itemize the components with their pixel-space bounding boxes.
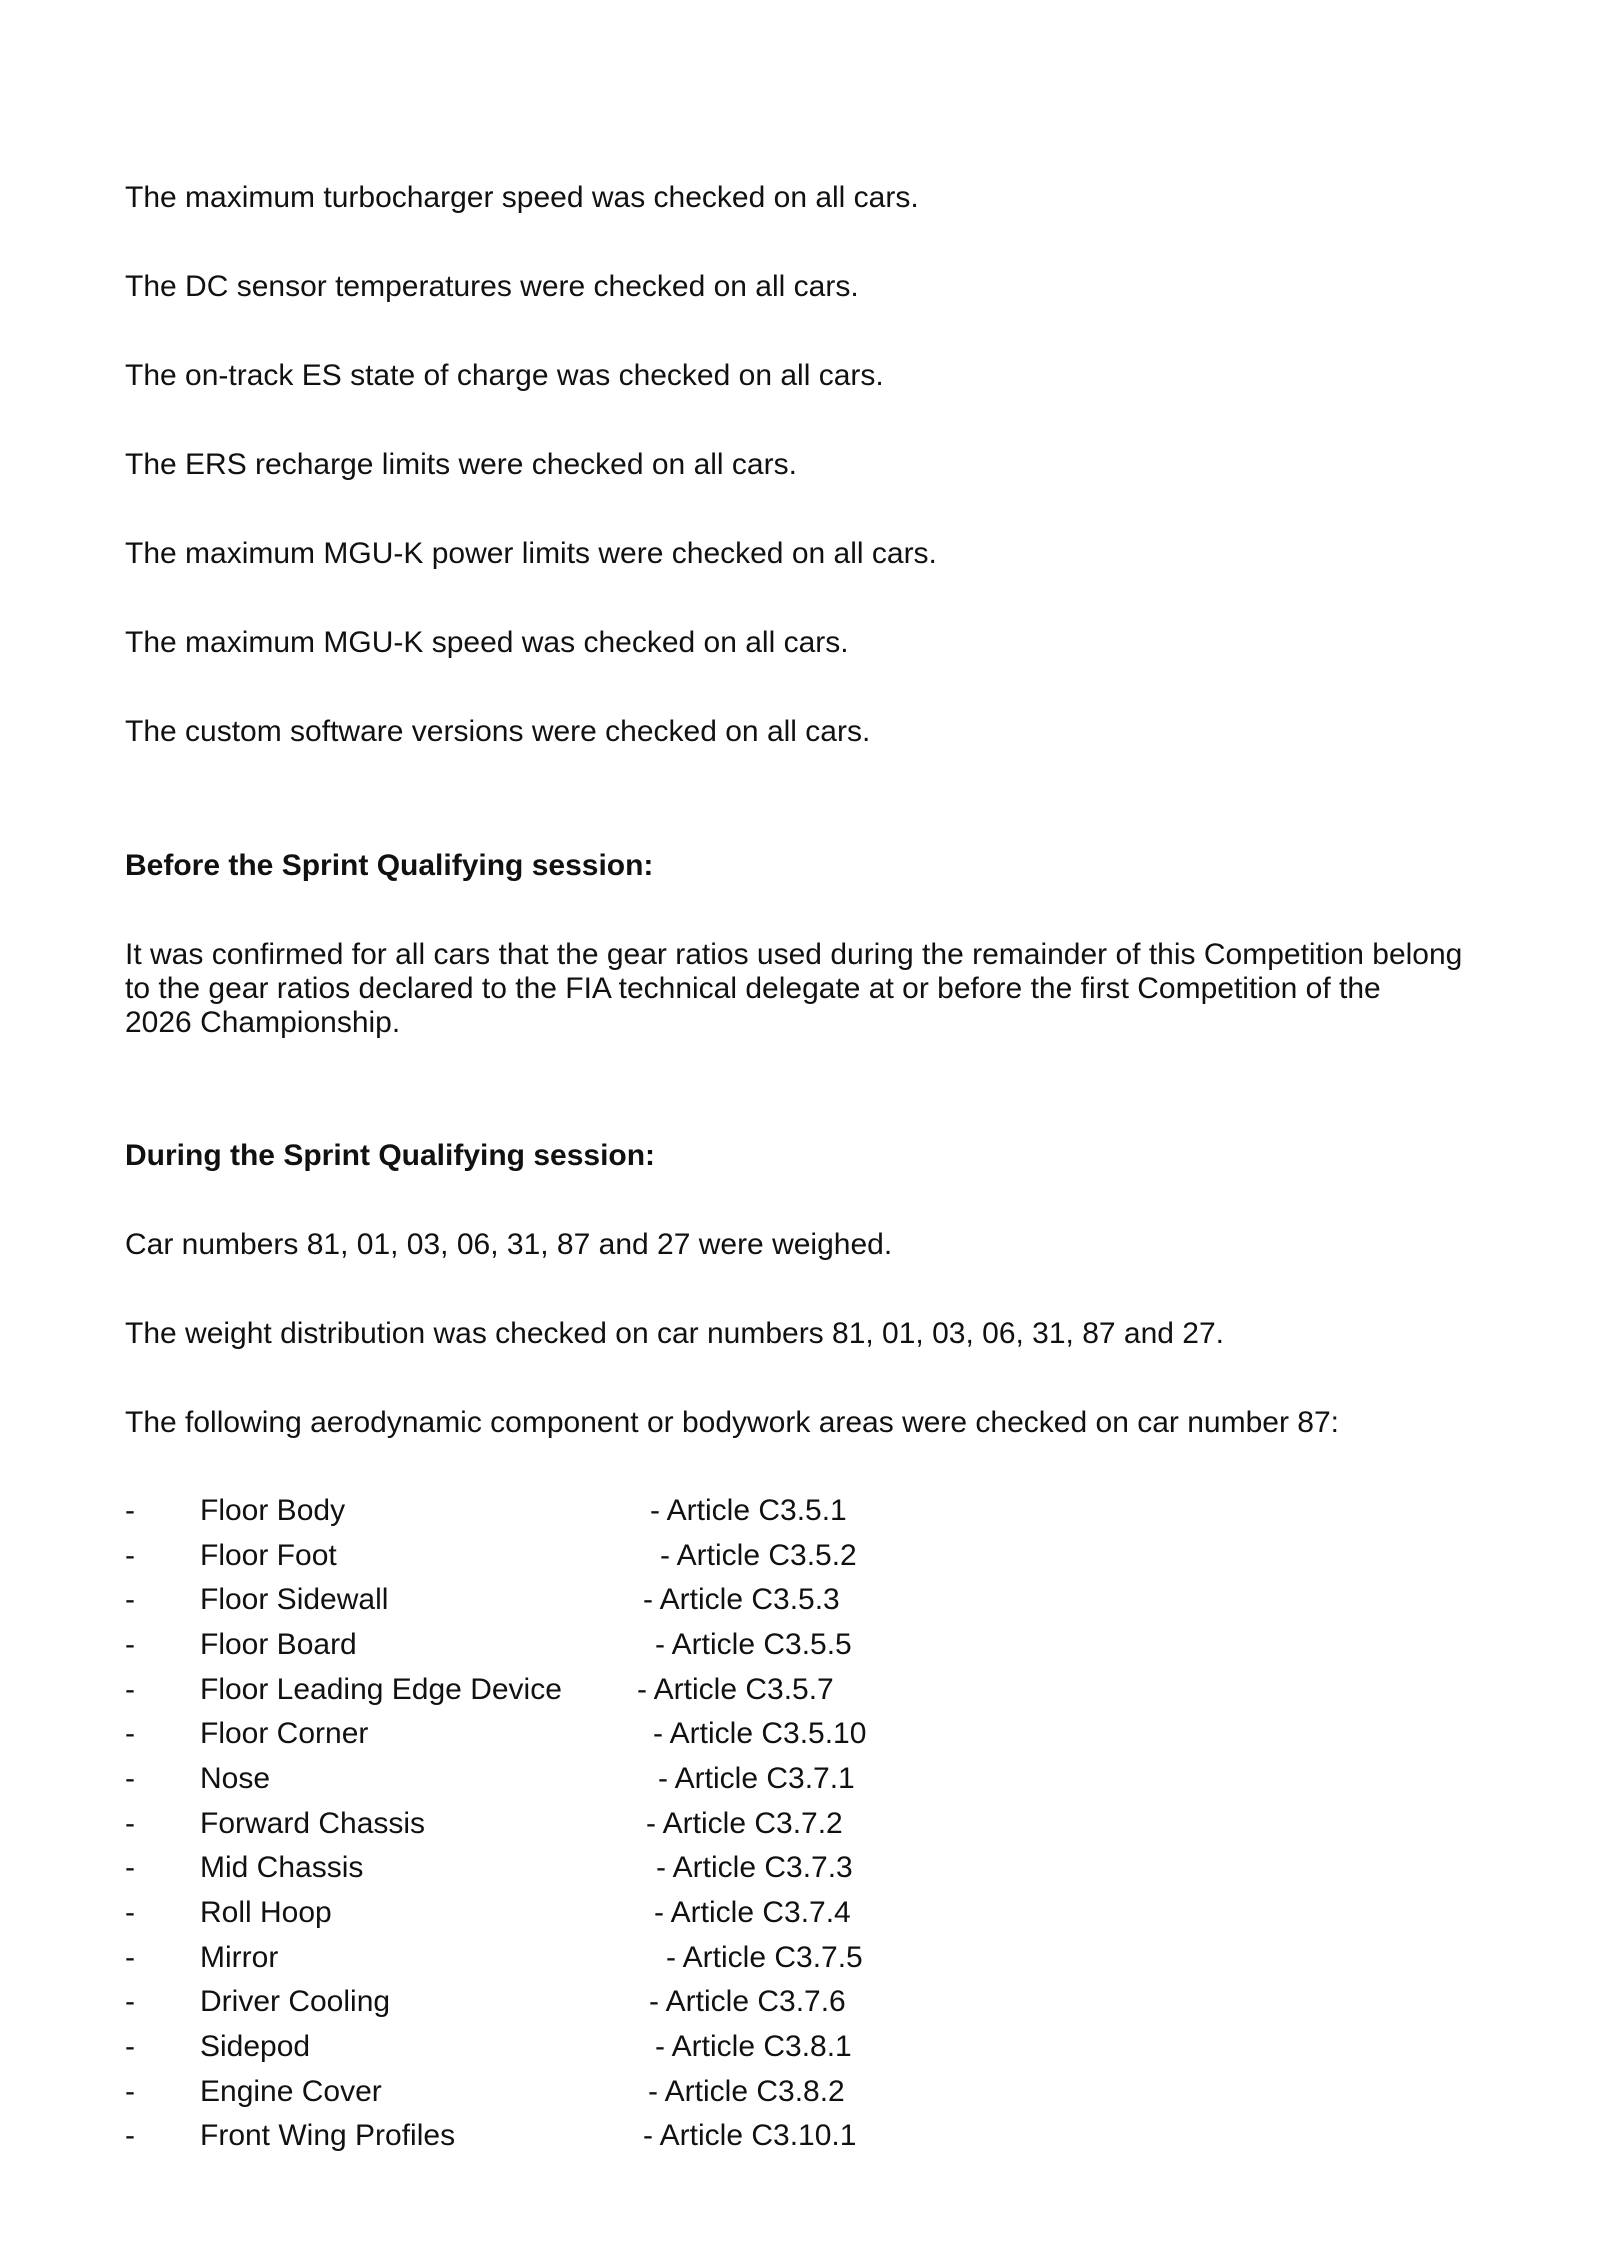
heading-before-sprint-qualifying: Before the Sprint Qualifying session: [125,849,654,882]
component-article: - Article C3.5.5 [655,1628,852,1661]
paragraph-line: It was confirmed for all cars that the gear ratios used during the remainder of this Competition belong [125,938,1463,971]
list-dash: - [125,1539,135,1572]
list-dash: - [125,2119,135,2152]
check-line-ers-recharge: The ERS recharge limits were checked on all cars. [125,448,797,481]
weighed-cars-line: Car numbers 81, 01, 03, 06, 31, 87 and 27 were weighed. [125,1228,893,1261]
component-article: - Article C3.7.4 [654,1896,851,1929]
component-name: Floor Board [200,1628,357,1661]
component-article: - Article C3.5.10 [653,1717,867,1750]
check-line-es-state: The on-track ES state of charge was checked on all cars. [125,359,884,392]
list-dash: - [125,2075,135,2108]
aero-check-intro-line: The following aerodynamic component or bodywork areas were checked on car number 87: [125,1406,1339,1439]
component-article: - Article C3.5.1 [650,1494,847,1527]
heading-during-sprint-qualifying: During the Sprint Qualifying session: [125,1139,656,1172]
component-article: - Article C3.7.3 [656,1851,853,1884]
component-article: - Article C3.5.7 [637,1673,834,1706]
component-name: Floor Corner [200,1717,369,1750]
component-name: Floor Leading Edge Device [200,1673,562,1706]
component-name: Mirror [200,1941,279,1974]
paragraph-line: to the gear ratios declared to the FIA technical delegate at or before the first Competition of the [125,972,1381,1005]
component-name: Engine Cover [200,2075,382,2108]
component-name: Front Wing Profiles [200,2119,456,2152]
weight-distribution-line: The weight distribution was checked on car numbers 81, 01, 03, 06, 31, 87 and 27. [125,1317,1225,1350]
list-dash: - [125,1628,135,1661]
check-line-mguk-power: The maximum MGU-K power limits were checked on all cars. [125,537,937,570]
component-article: - Article C3.8.2 [648,2075,845,2108]
list-dash: - [125,1583,135,1616]
component-name: Floor Body [200,1494,346,1527]
check-line-dc-sensor: The DC sensor temperatures were checked on all cars. [125,270,859,303]
component-article: - Article C3.7.1 [658,1762,855,1795]
component-name: Forward Chassis [200,1807,426,1840]
component-article: - Article C3.5.3 [643,1583,840,1616]
list-dash: - [125,1494,135,1527]
check-line-software: The custom software versions were checked on all cars. [125,715,871,748]
component-article: - Article C3.5.2 [660,1539,857,1572]
check-line-turbocharger: The maximum turbocharger speed was checked on all cars. [125,181,919,214]
component-article: - Article C3.7.2 [646,1807,843,1840]
list-dash: - [125,1717,135,1750]
component-name: Driver Cooling [200,1985,391,2018]
list-dash: - [125,1851,135,1884]
component-name: Roll Hoop [200,1896,332,1929]
component-article: - Article C3.8.1 [655,2030,852,2063]
component-name: Mid Chassis [200,1851,364,1884]
list-dash: - [125,1673,135,1706]
component-article: - Article C3.7.5 [666,1941,863,1974]
paragraph-line: 2026 Championship. [125,1006,401,1039]
list-dash: - [125,1896,135,1929]
component-article: - Article C3.7.6 [649,1985,846,2018]
check-line-mguk-speed: The maximum MGU-K speed was checked on all cars. [125,626,849,659]
list-dash: - [125,1762,135,1795]
list-dash: - [125,1941,135,1974]
component-article: - Article C3.10.1 [643,2119,857,2152]
list-dash: - [125,2030,135,2063]
list-dash: - [125,1985,135,2018]
component-name: Floor Sidewall [200,1583,389,1616]
list-dash: - [125,1807,135,1840]
gear-ratio-paragraph [125,938,1505,1040]
component-name: Floor Foot [200,1539,337,1572]
component-name: Sidepod [200,2030,311,2063]
component-name: Nose [200,1762,271,1795]
